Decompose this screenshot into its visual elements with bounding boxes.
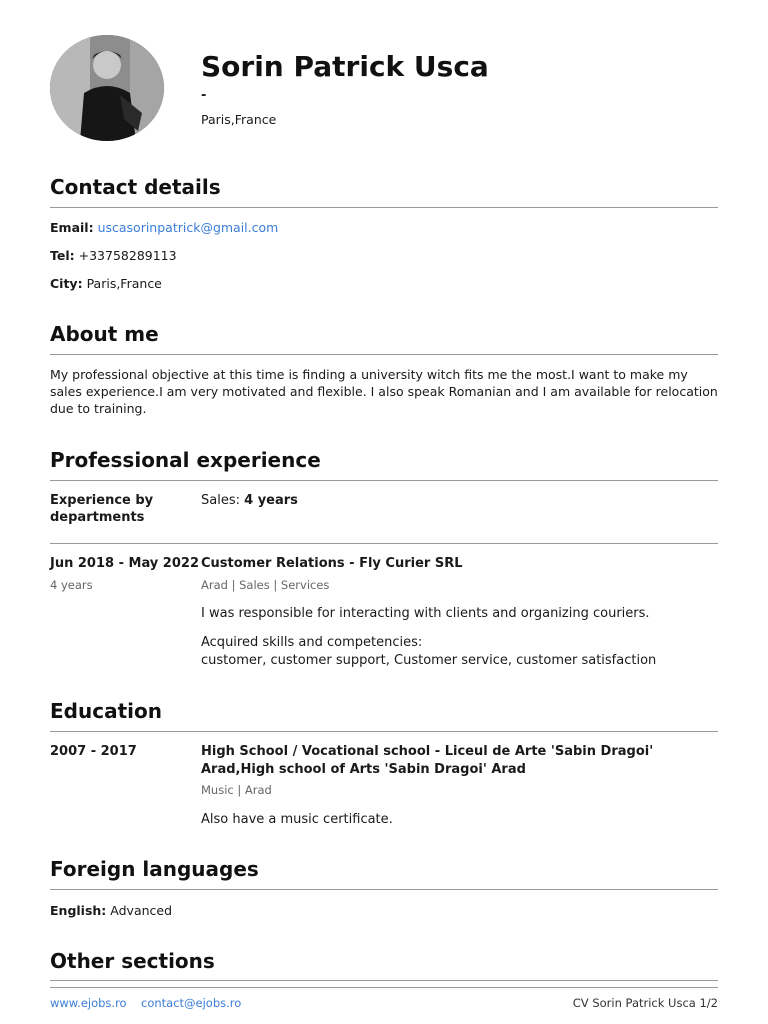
footer-divider [50, 987, 718, 988]
job-description: I was responsible for interacting with clients and organizing couriers. [201, 606, 650, 621]
about-text: My professional objective at this time is finding a university witch fits me the most.I want to make my sales experience.I am very motivated and flexible. I also speak Romanian and I am available for relocation due to training. [50, 367, 718, 416]
footer-contact-link[interactable]: contact@ejobs.ro [141, 996, 242, 1010]
job-period: Jun 2018 - May 2022 [50, 556, 199, 571]
education-period: 2007 - 2017 [50, 744, 137, 759]
candidate-name: Sorin Patrick Usca [201, 50, 489, 83]
divider [50, 207, 718, 208]
tel-value: +33758289113 [78, 248, 177, 263]
education-section-title: Education [50, 699, 162, 723]
education-meta: Music | Arad [201, 783, 272, 797]
experience-by-departments-label: Experience by departments [50, 493, 154, 525]
languages-section-title: Foreign languages [50, 857, 259, 881]
education-school: High School / Vocational school - Liceul de Arte 'Sabin Dragoi' Arad,High school of Arts 'Sabin Dragoi' Arad [201, 744, 654, 777]
profile-photo [50, 35, 164, 141]
department-name: Sales: [201, 493, 245, 508]
department-experience [201, 492, 718, 510]
job-skills: customer, customer support, Customer service, customer satisfaction [201, 653, 657, 668]
language-level: Advanced [110, 903, 173, 918]
header-location: Paris,France [201, 112, 277, 127]
experience-section-title: Professional experience [50, 448, 321, 472]
tel-field [50, 248, 177, 263]
contact-section-title: Contact details [50, 175, 221, 199]
city-field [50, 276, 162, 291]
education-note: Also have a music certificate. [201, 812, 393, 827]
divider [50, 731, 718, 732]
job-duration: 4 years [50, 578, 93, 592]
footer-page-info: CV Sorin Patrick Usca 1/2 [572, 996, 718, 1010]
email-link[interactable]: uscasorinpatrick@gmail.com [97, 220, 279, 235]
divider [50, 480, 718, 481]
tel-label: Tel: [50, 248, 75, 263]
avatar [50, 35, 164, 141]
divider [50, 889, 718, 890]
email-field [50, 220, 278, 235]
department-years: 4 years [244, 493, 298, 508]
email-label: Email: [50, 220, 94, 235]
headline: - [201, 88, 207, 103]
job-title: Customer Relations - Fly Curier SRL [201, 556, 463, 571]
divider [50, 543, 718, 544]
city-value: Paris,France [86, 276, 162, 291]
job-meta: Arad | Sales | Services [201, 578, 330, 592]
language-item [50, 903, 172, 918]
job-skills-label: Acquired skills and competencies: [201, 635, 423, 650]
city-label: City: [50, 276, 83, 291]
language-label: English: [50, 903, 107, 918]
about-section-title: About me [50, 322, 159, 346]
other-section-title: Other sections [50, 949, 215, 973]
divider [50, 980, 718, 981]
divider [50, 354, 718, 355]
footer-site-link[interactable]: www.ejobs.ro [50, 996, 127, 1010]
